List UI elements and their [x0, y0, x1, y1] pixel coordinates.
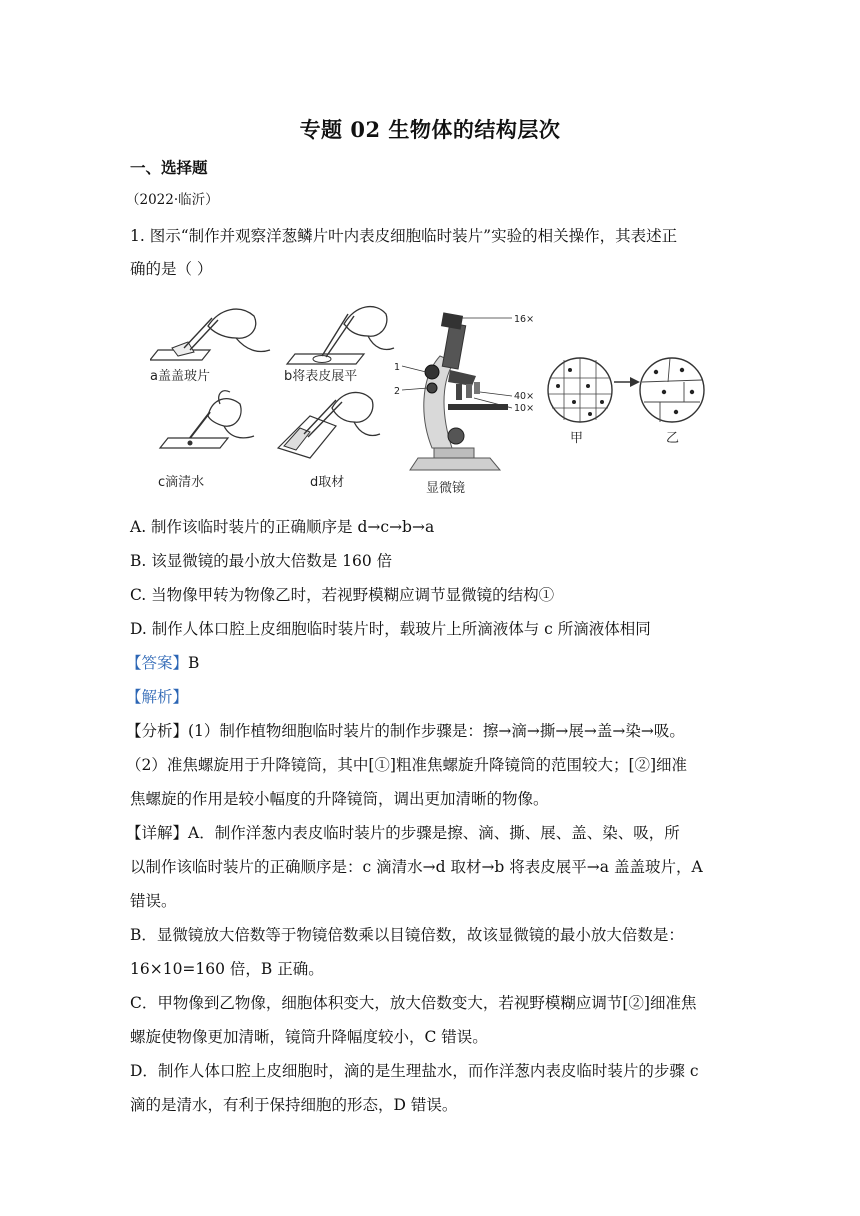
answer-tag: 【答案】	[126, 654, 189, 672]
step-c-label: c滴清水	[158, 475, 205, 490]
microscope-label: 显微镜	[426, 481, 466, 496]
detail-line-4: B．显微镜放大倍数等于物镜倍数乘以目镜倍数，故该显微镜的最小放大倍数是：	[130, 926, 684, 944]
step-d-illustration	[278, 392, 380, 490]
detail-line-9: 滴的是清水，有利于保持细胞的形态，D 错误。	[130, 1096, 458, 1114]
step-c-illustration	[158, 391, 254, 490]
cell-view-jia	[548, 358, 612, 446]
question-source: （2022·临沂）	[126, 192, 219, 208]
objective-high-label: 40×	[514, 391, 535, 402]
analysis-line-1: 【分析】(1）制作植物细胞临时装片的制作步骤是：擦→滴→撕→展→盖→染→吸。	[126, 722, 685, 740]
answer-value: B	[188, 654, 200, 672]
step-a-label: a盖盖玻片	[150, 369, 210, 384]
question-stem-line-1: 1. 图示“制作并观察洋葱鳞片叶内表皮细胞临时装片”实验的相关操作，其表述正	[130, 227, 678, 245]
arrow-icon	[614, 377, 640, 387]
option-a: A. 制作该临时装片的正确顺序是 d→c→b→a	[130, 518, 435, 536]
detail-line-1: 【详解】A．制作洋葱内表皮临时装片的步骤是擦、滴、撕、展、盖、染、吸，所	[126, 824, 680, 842]
detail-line-8: D．制作人体口腔上皮细胞时，滴的是生理盐水，而作洋葱内表皮临时装片的步骤 c	[130, 1062, 699, 1080]
microscope-illustration	[394, 312, 534, 496]
analysis-line-2: （2）准焦螺旋用于升降镜筒，其中[①]粗准焦螺旋升降镜筒的范围较大；[②]细准	[126, 756, 688, 774]
page-title: 专题 02 生物体的结构层次	[299, 117, 561, 142]
fine-focus-marker: 2	[394, 386, 401, 397]
option-b: B. 该显微镜的最小放大倍数是 160 倍	[130, 552, 393, 570]
experiment-figure	[150, 298, 730, 498]
step-b-illustration	[284, 307, 394, 384]
cell-jia-label: 甲	[570, 431, 584, 446]
objective-low-label: 10×	[514, 403, 535, 414]
detail-line-5: 16×10=160 倍，B 正确。	[130, 960, 324, 978]
option-c: C. 当物像甲转为物像乙时，若视野模糊应调节显微镜的结构①	[130, 586, 555, 604]
section-heading: 一、选择题	[130, 158, 208, 177]
coarse-focus-marker: 1	[394, 362, 401, 373]
step-d-label: d取材	[310, 475, 345, 490]
analysis-line-3: 焦螺旋的作用是较小幅度的升降镜筒，调出更加清晰的物像。	[130, 790, 549, 808]
step-b-label: b将表皮展平	[284, 369, 358, 384]
detail-line-6: C．甲物像到乙物像，细胞体积变大，放大倍数变大，若视野模糊应调节[②]细准焦	[130, 994, 697, 1012]
cell-yi-label: 乙	[666, 431, 680, 446]
analysis-tag: 【解析】	[126, 688, 189, 706]
cell-view-yi	[640, 358, 704, 446]
answer-line	[126, 653, 726, 673]
question-stem-line-2: 确的是（ ）	[130, 260, 213, 278]
eyepiece-label: 16×	[514, 314, 535, 325]
step-a-illustration	[150, 309, 270, 384]
detail-line-7: 螺旋使物像更加清晰，镜筒升降幅度较小，C 错误。	[130, 1028, 488, 1046]
detail-line-3: 错误。	[130, 892, 177, 910]
option-d: D. 制作人体口腔上皮细胞临时装片时，载玻片上所滴液体与 c 所滴液体相同	[130, 620, 651, 638]
detail-line-2: 以制作该临时装片的正确顺序是：c 滴清水→d 取材→b 将表皮展平→a 盖盖玻片，A	[130, 858, 703, 876]
